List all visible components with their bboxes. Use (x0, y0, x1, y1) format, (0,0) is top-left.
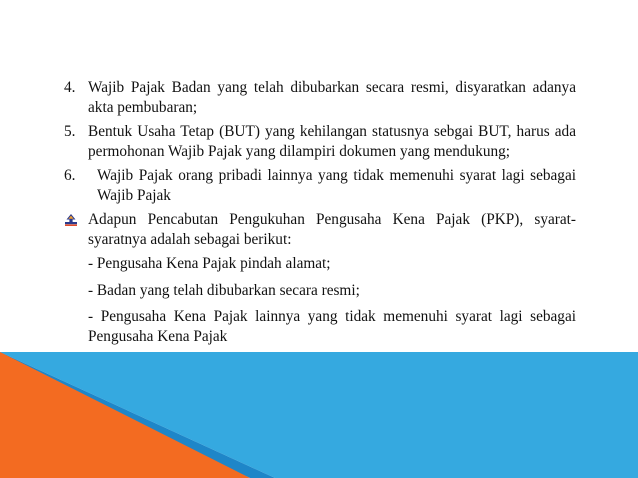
bullet-item (64, 210, 576, 250)
list-text: Bentuk Usaha Tetap (BUT) yang kehilangan statusnya sebgai BUT, harus ada permohonan Wajib Pajak yang dilampiri dokumen yang mendukung; (88, 123, 576, 160)
list-item-4 (64, 78, 576, 118)
list-number: 4. (64, 79, 76, 96)
sub-item-text: - Pengusaha Kena Pajak lainnya yang tidak memenuhi syarat lagi sebagai Pengusaha Kena Pajak (88, 308, 576, 345)
sub-item-3 (64, 307, 576, 347)
sub-item-text: - Badan yang telah dibubarkan secara resmi; (88, 282, 360, 299)
sub-item-1 (64, 254, 576, 274)
bullet-text: Adapun Pencabutan Pengukuhan Pengusaha Kena Pajak (PKP), syarat-syaratnya adalah sebagai berikut: (88, 211, 576, 248)
list-text: Wajib Pajak orang pribadi lainnya yang tidak memenuhi syarat lagi sebagai Wajib Pajak (97, 167, 576, 204)
list-item-6 (64, 166, 576, 206)
sub-item-2 (64, 281, 576, 301)
arrow-bullet-icon (64, 210, 88, 230)
list-item-5 (64, 122, 576, 162)
slide-content (64, 78, 576, 354)
list-text: Wajib Pajak Badan yang telah dibubarkan secara resmi, disyaratkan adanya akta pembubaran; (88, 79, 576, 116)
list-number: 5. (64, 123, 76, 140)
list-number: 6. (64, 167, 76, 184)
sub-item-text: - Pengusaha Kena Pajak pindah alamat; (88, 255, 331, 272)
